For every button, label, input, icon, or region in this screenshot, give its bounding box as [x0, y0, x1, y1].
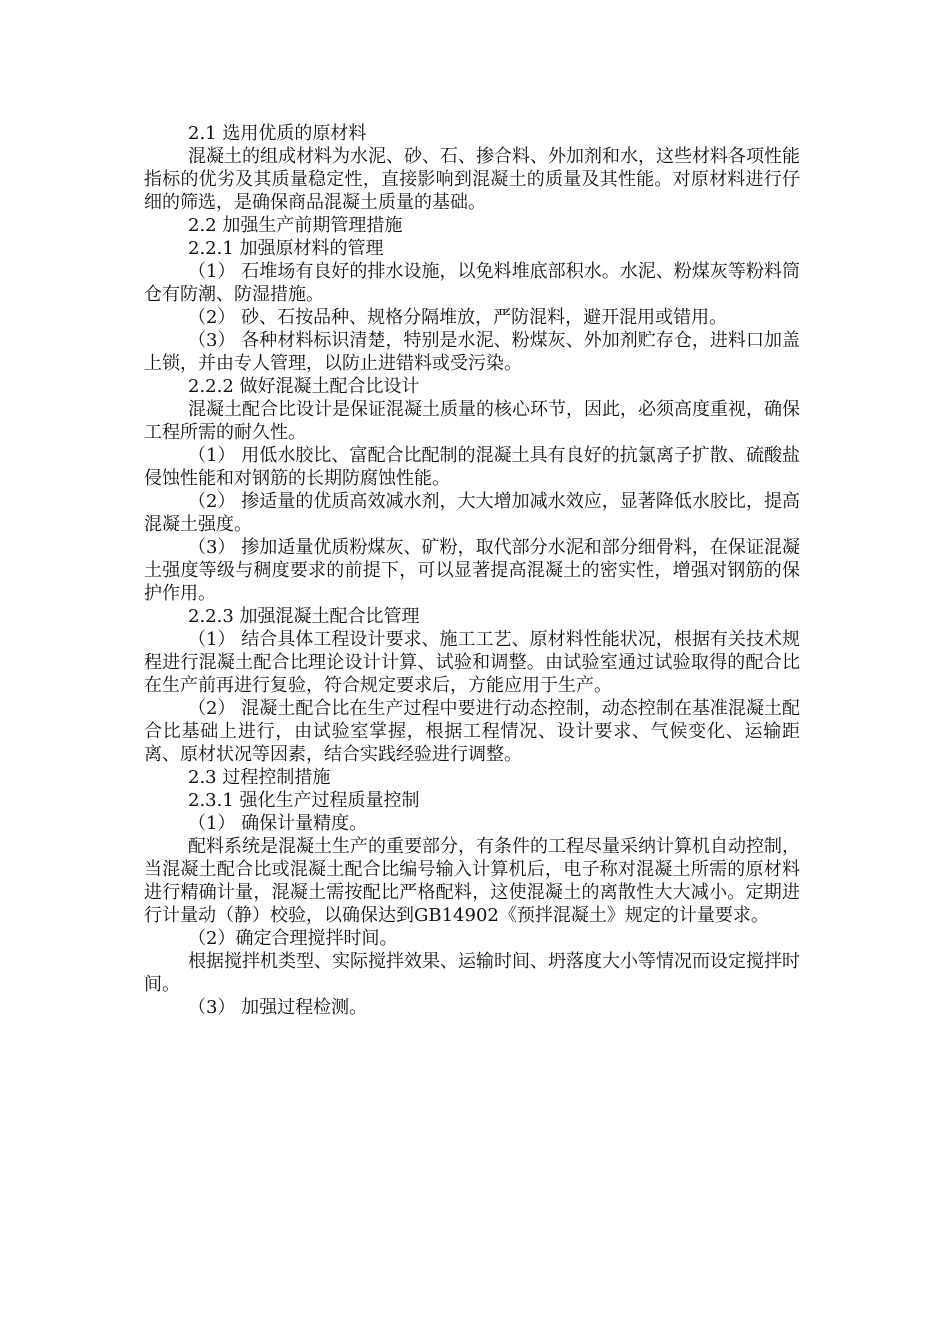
paragraph: （2） 混凝土配合比在生产过程中要进行动态控制，动态控制在基准混凝土配合比基础上进行，由试验室掌握，根据工程情况、设计要求、气候变化、运输距离、原材状况等因素，结合实践经验进行调整。 [144, 698, 800, 765]
paragraph: （1） 用低水胶比、富配合比配制的混凝土具有良好的抗氯离子扩散、硫酸盐侵蚀性能和对钢筋的长期防腐蚀性能。 [144, 445, 800, 489]
paragraph: 混凝土配合比设计是保证混凝土质量的核心环节，因此，必须高度重视，确保工程所需的耐久性。 [144, 399, 800, 443]
paragraph: （1） 石堆场有良好的排水设施，以免料堆底部积水。水泥、粉煤灰等粉料筒仓有防潮、防湿措施。 [144, 261, 800, 305]
paragraph: （1） 确保计量精度。 [188, 813, 368, 834]
paragraph: （1） 结合具体工程设计要求、施工工艺、原材料性能状况，根据有关技术规程进行混凝土配合比理论设计计算、试验和调整。由试验室通过试验取得的配合比在生产前再进行复验，符合规定要求后，方能应用于生产。 [144, 629, 800, 696]
paragraph: 根据搅拌机类型、实际搅拌效果、运输时间、坍落度大小等情况而设定搅拌时间。 [144, 951, 800, 995]
section-heading-2-3: 2.3 过程控制措施 [188, 767, 331, 788]
section-heading-2-1: 2.1 选用优质的原材料 [188, 123, 367, 144]
paragraph: （3） 加强过程检测。 [188, 997, 368, 1018]
paragraph: 配料系统是混凝土生产的重要部分，有条件的工程尽量采纳计算机自动控制，当混凝土配合比或混凝土配合比编号输入计算机后，电子称对混凝土所需的原材料进行精确计量，混凝土需按配比严格配料，这使混凝土的离散性大大减小。定期进行计量动（静）校验，以确保达到GB14902《预拌混凝土》规定的计量要求。 [144, 836, 800, 926]
paragraph: （2）确定合理搅拌时间。 [188, 928, 398, 949]
paragraph: （2） 砂、石按品种、规格分隔堆放，严防混料，避开混用或错用。 [188, 307, 728, 328]
paragraph: （2） 掺适量的优质高效减水剂，大大增加减水效应，显著降低水胶比，提高混凝土强度。 [144, 491, 800, 535]
paragraph: （3） 掺加适量优质粉煤灰、矿粉，取代部分水泥和部分细骨料，在保证混凝土强度等级与稠度要求的前提下，可以显著提高混凝土的密实性，增强对钢筋的保护作用。 [144, 537, 800, 604]
paragraph: （3） 各种材料标识清楚，特别是水泥、粉煤灰、外加剂贮存仓，进料口加盖上锁，并由专人管理，以防止进错料或受污染。 [144, 330, 800, 374]
section-heading-2-2-2: 2.2.2 做好混凝土配合比设计 [188, 376, 420, 397]
document-body [144, 122, 800, 1019]
paragraph: 混凝土的组成材料为水泥、砂、石、掺合料、外加剂和水，这些材料各项性能指标的优劣及其质量稳定性，直接影响到混凝土的质量及其性能。对原材料进行仔细的筛选，是确保商品混凝土质量的基础。 [144, 146, 800, 213]
section-heading-2-2: 2.2 加强生产前期管理措施 [188, 215, 403, 236]
section-heading-2-2-1: 2.2.1 加强原材料的管理 [188, 238, 384, 259]
section-heading-2-2-3: 2.2.3 加强混凝土配合比管理 [188, 606, 420, 627]
section-heading-2-3-1: 2.3.1 强化生产过程质量控制 [188, 790, 420, 811]
